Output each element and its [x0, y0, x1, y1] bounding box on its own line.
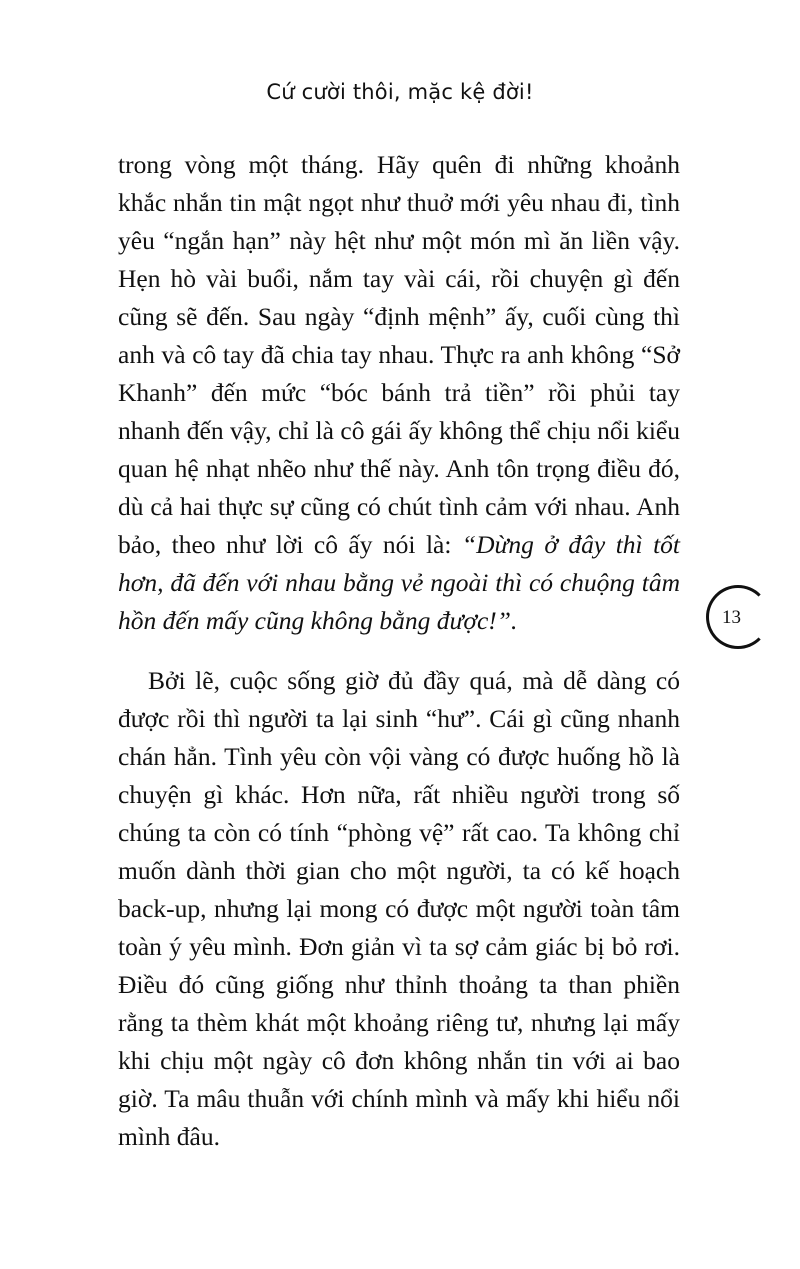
paragraph-2: Bởi lẽ, cuộc sống giờ đủ đầy quá, mà dễ dàng có được rồi thì người ta lại sinh “hư”. Cái gì cũng nhanh chán hẳn. Tình yêu còn vội vàng có được huống hồ là chuyện gì khác. Hơn nữa, rất nhiều người trong số chúng ta còn có tính “phòng vệ” rất cao. Ta không chỉ muốn dành thời gian cho một người, ta có kế hoạch back-up, nhưng lại mong có được một người toàn tâm toàn ý yêu mình. Đơn giản vì ta sợ cảm giác bị bỏ rơi. Điều đó cũng giống như thỉnh thoảng ta than phiền rằng ta thèm khát một khoảng riêng tư, nhưng lại mấy khi chịu một ngày cô đơn không nhắn tin với ai bao giờ. Ta mâu thuẫn với chính mình và mấy khi hiểu nổi mình đâu. — [118, 666, 680, 1151]
page-number-marker — [706, 585, 786, 655]
paragraph-1 — [118, 146, 680, 640]
running-header: Cứ cười thôi, mặc kệ đời! — [266, 80, 534, 104]
paragraph-1-quote: “Dừng ở đây thì tốt hơn, đã đến với nhau bằng vẻ ngoài thì có chuộng tâm hồn đến mấy cũng không bằng được!”. — [118, 530, 680, 635]
paragraph-1-text: trong vòng một tháng. Hãy quên đi những khoảnh khắc nhắn tin mật ngọt như thuở mới yêu nhau đi, tình yêu “ngắn hạn” này hệt như một món mì ăn liền vậy. Hẹn hò vài buổi, nắm tay vài cái, rồi chuyện gì đến cũng sẽ đến. Sau ngày “định mệnh” ấy, cuối cùng thì anh và cô tay đã chia tay nhau. Thực ra anh không “Sở Khanh” đến mức “bóc bánh trả tiền” rồi phủi tay nhanh đến vậy, chỉ là cô gái ấy không thể chịu nổi kiểu quan hệ nhạt nhẽo như thế này. Anh tôn trọng điều đó, dù cả hai thực sự cũng có chút tình cảm với nhau. Anh bảo, theo như lời cô ấy nói là: — [118, 150, 680, 559]
body-text — [118, 146, 680, 1156]
page-number: 13 — [722, 607, 741, 628]
